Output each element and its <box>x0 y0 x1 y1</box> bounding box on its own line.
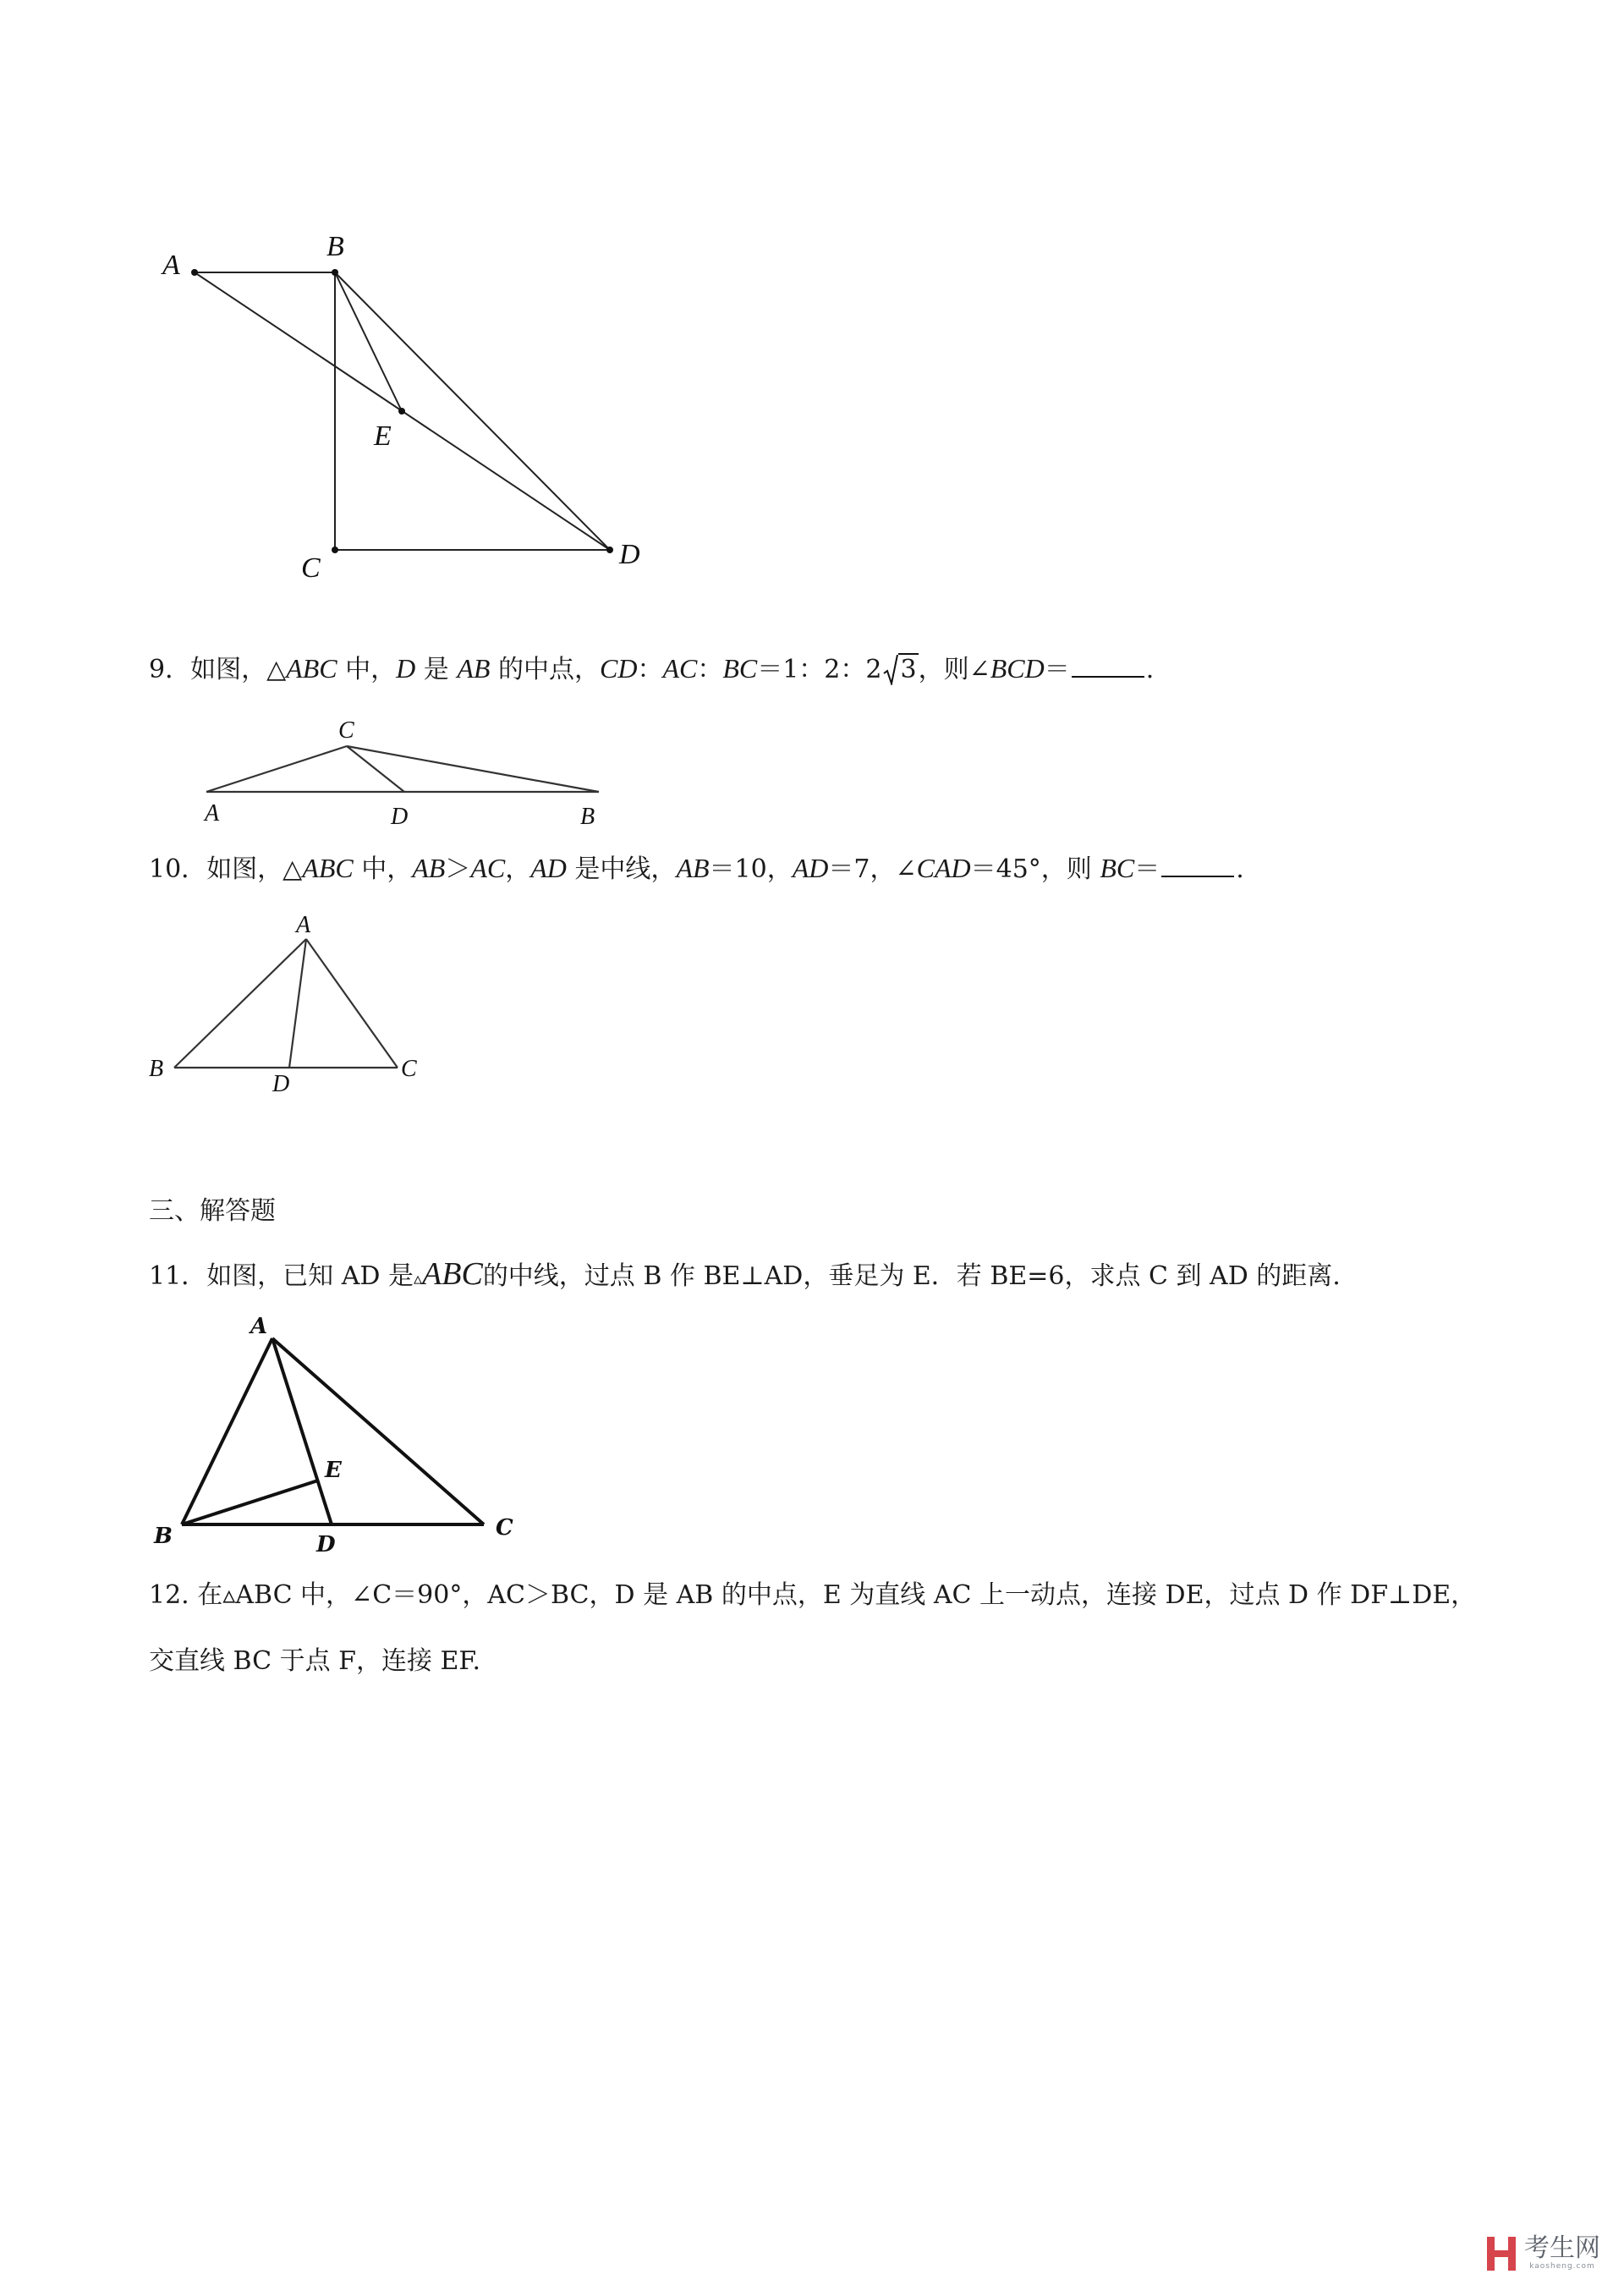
logo-mark-icon <box>1487 2237 1516 2271</box>
label-a: A <box>296 912 311 938</box>
label-a: A <box>162 250 180 281</box>
label-b: B <box>149 1056 164 1082</box>
label-a: A <box>205 800 220 827</box>
label-c: C <box>338 717 354 744</box>
answer-blank[interactable] <box>1161 854 1234 877</box>
figure-top <box>152 228 677 601</box>
question-9: 9．如图，△ABC 中，D 是 AB 的中点，CD：AC：BC＝1：2：2 3，则∠BCD＝ . <box>149 651 1154 687</box>
question-10: 10．如图，△ABC 中，AB＞AC，AD 是中线，AB＝10，AD＝7，∠CAD＝45°，则 BC＝ . <box>149 853 1244 884</box>
label-d: D <box>272 1071 290 1097</box>
label-b: B <box>580 804 595 830</box>
logo-text: 考生网 <box>1524 2233 1600 2263</box>
site-logo <box>1487 2235 1600 2271</box>
figure-q10 <box>144 910 431 1096</box>
label-e: E <box>374 420 392 452</box>
label-c: C <box>496 1515 513 1541</box>
label-c: C <box>301 552 321 584</box>
label-d: D <box>316 1532 336 1557</box>
label-d: D <box>391 804 409 830</box>
figure-q9 <box>195 712 617 831</box>
sqrt-symbol: 3 <box>883 653 918 687</box>
label-a: A <box>250 1314 268 1339</box>
question-12-line1: 12. 在▵ABC 中，∠C＝90°，AC＞BC，D 是 AB 的中点，E 为直线 AC 上一动点，连接 DE，过点 D 作 DF⊥DE， <box>149 1580 1477 1610</box>
label-d: D <box>619 539 640 570</box>
logo-subtext: kaosheng.com <box>1529 2262 1595 2271</box>
label-e: E <box>325 1458 342 1483</box>
label-b: B <box>326 231 344 262</box>
label-b: B <box>154 1524 173 1549</box>
question-12-line2: 交直线 BC 于点 F，连接 EF. <box>149 1646 481 1676</box>
answer-blank[interactable] <box>1072 654 1144 678</box>
question-11: 11．如图，已知 AD 是▵ABC的中线，过点 B 作 BE⊥AD，垂足为 E．若 BE=6，求点 C 到 AD 的距离. <box>149 1256 1341 1292</box>
figure-q11 <box>144 1313 533 1567</box>
section-heading: 三、解答题 <box>149 1196 276 1226</box>
label-c: C <box>401 1056 417 1082</box>
